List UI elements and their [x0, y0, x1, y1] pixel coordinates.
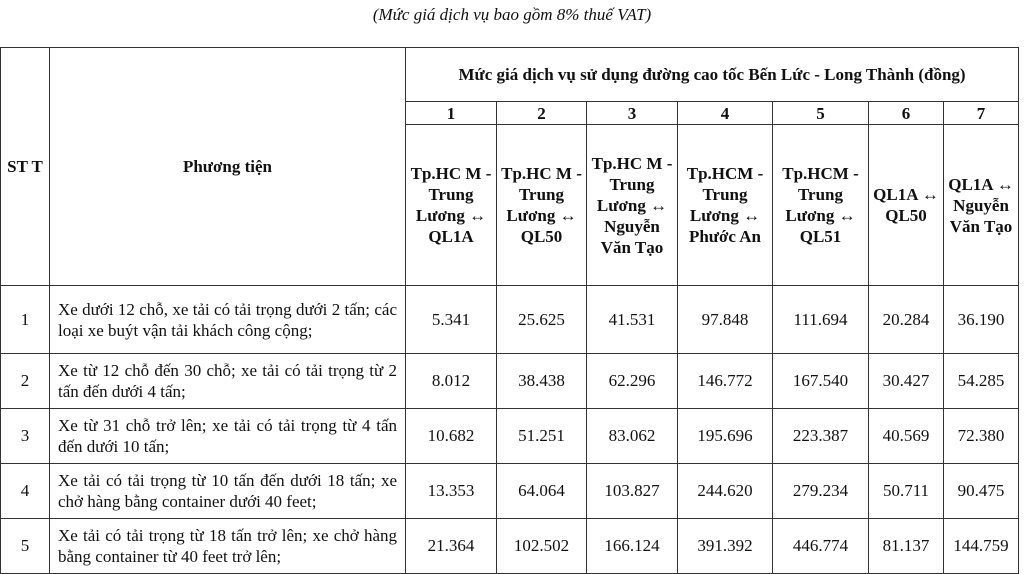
table-row [1, 464, 1019, 519]
row-index: 1 [1, 286, 50, 354]
route-header: Tp.HC M - Trung Lương ↔ Nguyễn Văn Tạo [587, 125, 678, 286]
col-number: 3 [587, 102, 678, 125]
vehicle-description: Xe từ 12 chỗ đến 30 chỗ; xe tải có tải trọng từ 2 tấn đến dưới 4 tấn; [50, 354, 406, 409]
price-cell: 62.296 [587, 354, 678, 409]
table-caption: (Mức giá dịch vụ bao gồm 8% thuế VAT) [372, 5, 652, 24]
row-index: 3 [1, 409, 50, 464]
price-cell: 111.694 [773, 286, 869, 354]
vehicle-description: Xe tải có tải trọng từ 18 tấn trở lên; xe chở hàng bằng container từ 40 feet trở lên; [50, 519, 406, 574]
price-cell: 30.427 [869, 354, 944, 409]
table-row [1, 519, 1019, 574]
vehicle-description: Xe từ 31 chỗ trở lên; xe tải có tải trọng từ 4 tấn đến dưới 10 tấn; [50, 409, 406, 464]
price-cell: 279.234 [773, 464, 869, 519]
row-index: 2 [1, 354, 50, 409]
price-cell: 20.284 [869, 286, 944, 354]
vehicle-description: Xe dưới 12 chỗ, xe tải có tải trọng dưới 2 tấn; các loại xe buýt vận tải khách công cộng; [50, 286, 406, 354]
price-cell: 102.502 [497, 519, 587, 574]
price-cell: 446.774 [773, 519, 869, 574]
price-group-header: Mức giá dịch vụ sử dụng đường cao tốc Bến Lức - Long Thành (đồng) [406, 48, 1019, 102]
col-number: 1 [406, 102, 497, 125]
row-index: 4 [1, 464, 50, 519]
row-index: 5 [1, 519, 50, 574]
price-cell: 72.380 [944, 409, 1019, 464]
price-cell: 50.711 [869, 464, 944, 519]
price-cell: 83.062 [587, 409, 678, 464]
route-header: Tp.HC M - Trung Lương ↔ QL1A [406, 125, 497, 286]
stt-header: ST T [1, 48, 50, 286]
price-cell: 391.392 [678, 519, 773, 574]
price-cell: 64.064 [497, 464, 587, 519]
col-number: 6 [869, 102, 944, 125]
col-number: 5 [773, 102, 869, 125]
table-row [1, 409, 1019, 464]
price-cell: 166.124 [587, 519, 678, 574]
route-header: Tp.HCM - Trung Lương ↔ Phước An [678, 125, 773, 286]
price-cell: 36.190 [944, 286, 1019, 354]
vehicle-header: Phương tiện [50, 48, 406, 286]
price-cell: 146.772 [678, 354, 773, 409]
route-header: QL1A ↔ QL50 [869, 125, 944, 286]
price-cell: 40.569 [869, 409, 944, 464]
price-cell: 54.285 [944, 354, 1019, 409]
vehicle-description: Xe tải có tải trọng từ 10 tấn đến dưới 18 tấn; xe chở hàng bằng container dưới 40 feet; [50, 464, 406, 519]
price-cell: 8.012 [406, 354, 497, 409]
price-cell: 51.251 [497, 409, 587, 464]
price-cell: 10.682 [406, 409, 497, 464]
price-cell: 144.759 [944, 519, 1019, 574]
price-cell: 244.620 [678, 464, 773, 519]
price-cell: 97.848 [678, 286, 773, 354]
col-number: 7 [944, 102, 1019, 125]
route-header: Tp.HCM - Trung Lương ↔ QL51 [773, 125, 869, 286]
price-cell: 13.353 [406, 464, 497, 519]
table-row [1, 286, 1019, 354]
toll-price-table [0, 47, 1019, 574]
route-header: QL1A ↔ Nguyễn Văn Tạo [944, 125, 1019, 286]
price-cell: 21.364 [406, 519, 497, 574]
price-cell: 41.531 [587, 286, 678, 354]
price-cell: 195.696 [678, 409, 773, 464]
price-cell: 223.387 [773, 409, 869, 464]
route-header: Tp.HC M - Trung Lương ↔ QL50 [497, 125, 587, 286]
price-cell: 103.827 [587, 464, 678, 519]
price-cell: 90.475 [944, 464, 1019, 519]
price-cell: 25.625 [497, 286, 587, 354]
col-number: 2 [497, 102, 587, 125]
price-cell: 167.540 [773, 354, 869, 409]
table-row [1, 354, 1019, 409]
price-cell: 5.341 [406, 286, 497, 354]
col-number: 4 [678, 102, 773, 125]
price-cell: 81.137 [869, 519, 944, 574]
price-cell: 38.438 [497, 354, 587, 409]
